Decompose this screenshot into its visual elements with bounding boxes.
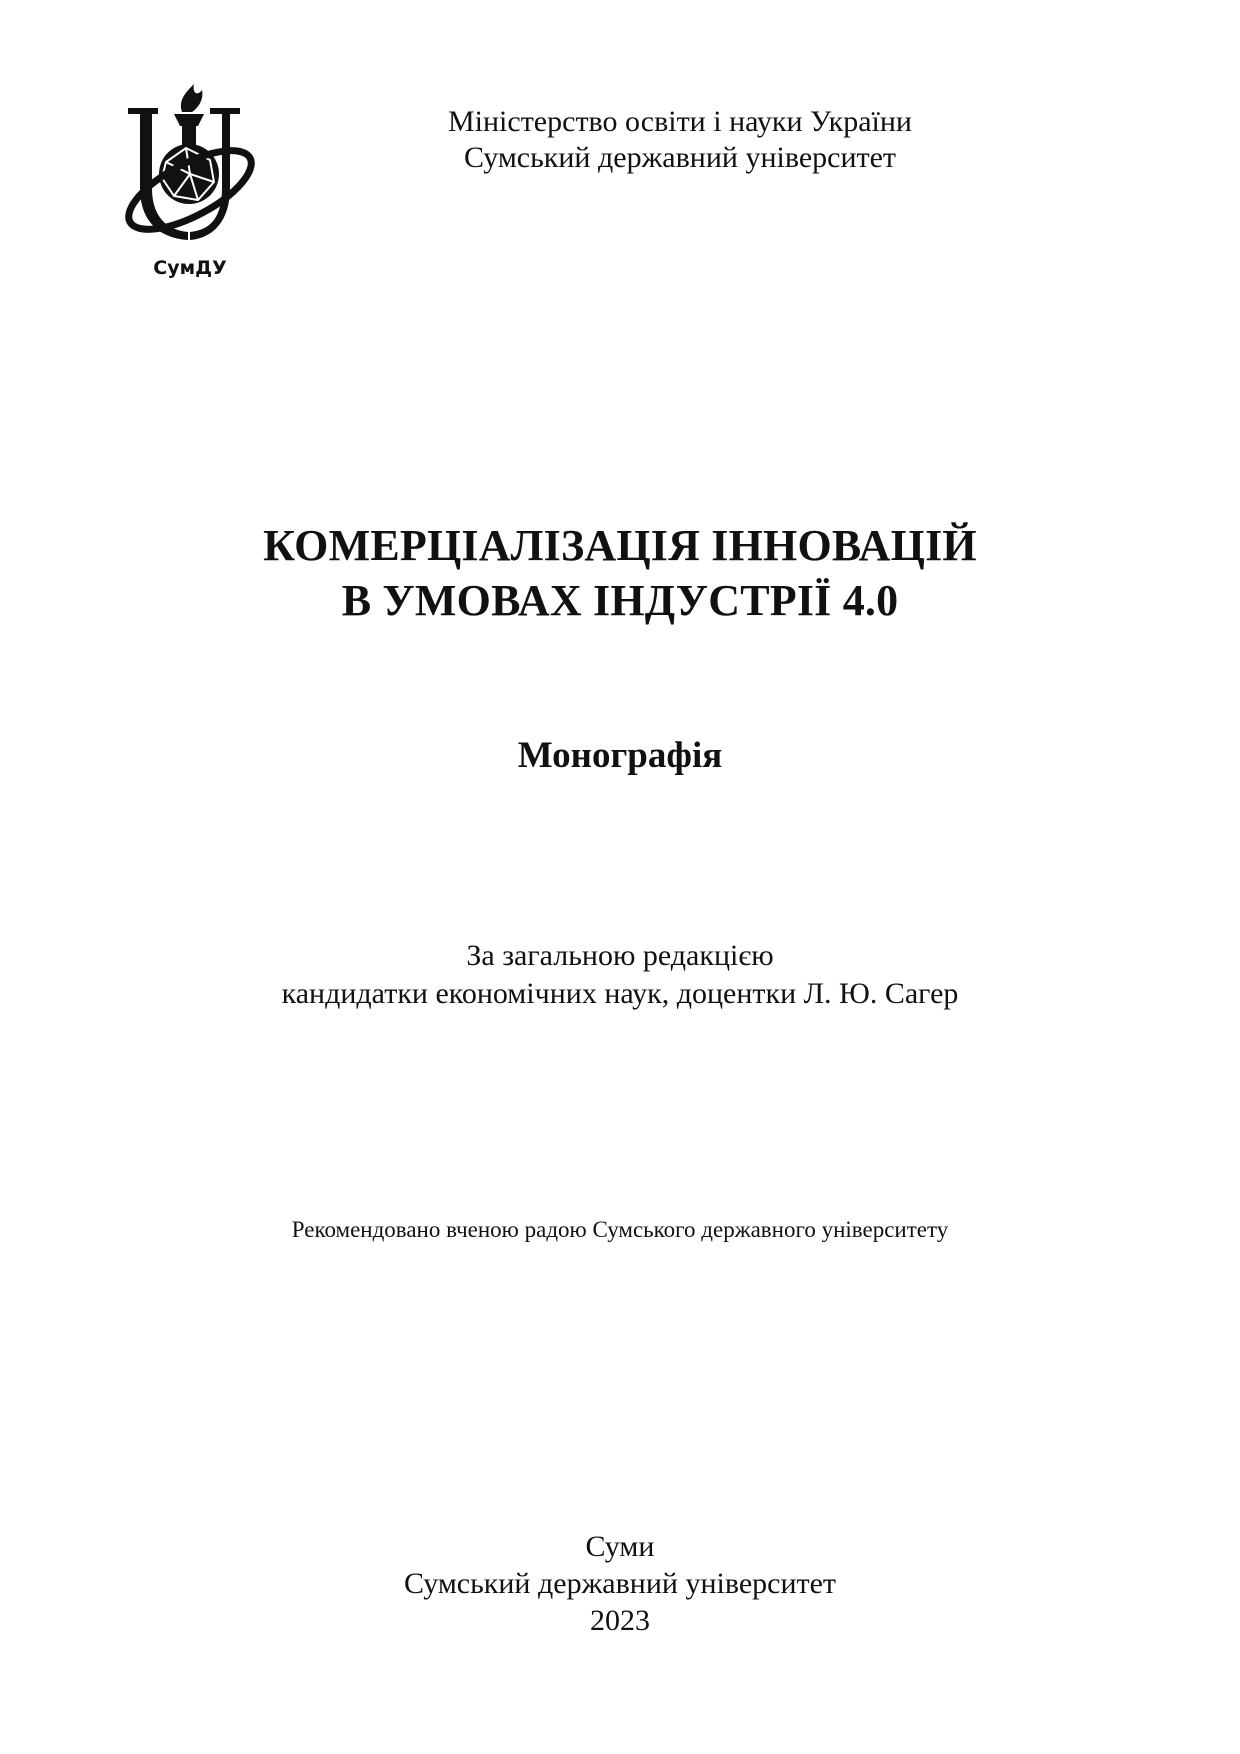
imprint-block — [120, 1528, 1120, 1639]
imprint-year: 2023 — [590, 1604, 650, 1637]
editor-line-2: кандидатки економічних наук, доцентки Л. Ю. Сагер — [281, 977, 959, 1010]
university-name: Сумський державний університет — [463, 141, 897, 174]
sumdu-logo-icon — [118, 78, 268, 278]
institution-header — [380, 104, 980, 176]
book-title — [120, 518, 1120, 628]
title-line-2: В УМОВАХ ІНДУСТРІЇ 4.0 — [341, 576, 899, 625]
recommendation-note: Рекомендовано вченою радою Сумського державного університету — [291, 1217, 949, 1242]
book-genre: Монографія — [517, 735, 723, 776]
editor-block — [120, 937, 1120, 1013]
editor-line-1: За загальною редакцією — [466, 939, 774, 972]
ministry-name: Міністерство освіти і науки України — [447, 105, 912, 138]
imprint-publisher: Сумський державний університет — [403, 1567, 837, 1600]
imprint-city: Суми — [585, 1530, 655, 1563]
university-logo — [118, 78, 268, 278]
title-line-1: КОМЕРЦІАЛІЗАЦІЯ ІННОВАЦІЙ — [263, 521, 977, 570]
logo-label: СумДУ — [153, 257, 227, 278]
